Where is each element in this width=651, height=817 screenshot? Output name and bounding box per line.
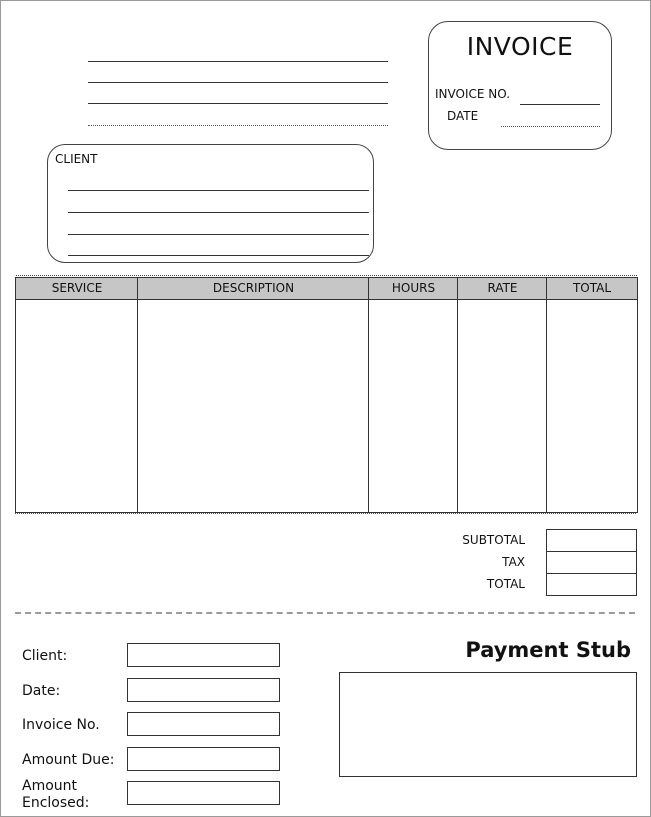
invoice-date-label: DATE xyxy=(447,109,479,123)
sender-line-1[interactable] xyxy=(88,61,388,62)
client-line-3[interactable] xyxy=(68,234,369,235)
invoice-no-label: INVOICE NO. xyxy=(435,87,511,101)
table-bottom-dotted-line xyxy=(15,513,636,514)
client-box xyxy=(47,144,374,263)
stub-amount-enclosed-label-line-1: Amount xyxy=(22,778,78,794)
tax-field[interactable] xyxy=(546,551,637,574)
total-label: TOTAL xyxy=(486,577,525,591)
header-total: TOTAL xyxy=(572,281,612,295)
subtotal-field[interactable] xyxy=(546,529,637,552)
cut-line xyxy=(15,612,635,614)
client-line-4[interactable] xyxy=(68,255,369,256)
table-header-row xyxy=(16,278,637,300)
subtotal-label: SUBTOTAL xyxy=(462,533,525,547)
stub-amount-enclosed-label-line-2: Enclosed: xyxy=(22,795,90,811)
payment-stub-title: Payment Stub xyxy=(465,638,631,662)
header-description: DESCRIPTION xyxy=(212,281,295,295)
table-body[interactable] xyxy=(16,300,637,512)
tax-label: TAX xyxy=(502,555,525,569)
stub-client-label: Client: xyxy=(22,648,68,664)
client-line-1[interactable] xyxy=(68,190,369,191)
stub-amount-due-label: Amount Due: xyxy=(22,752,115,768)
header-hours: HOURS xyxy=(391,281,436,295)
invoice-date-field[interactable] xyxy=(501,126,600,127)
sender-line-4[interactable] xyxy=(88,125,388,126)
stub-amount-enclosed-label xyxy=(22,778,89,812)
stub-date-field[interactable] xyxy=(127,678,280,702)
stub-invoice-no-field[interactable] xyxy=(127,712,280,736)
invoice-no-field[interactable] xyxy=(520,104,600,105)
stub-amount-due-field[interactable] xyxy=(127,747,280,771)
stub-invoice-no-label: Invoice No. xyxy=(22,717,100,733)
stub-date-label: Date: xyxy=(22,683,61,699)
sender-line-2[interactable] xyxy=(88,82,388,83)
total-field[interactable] xyxy=(546,573,637,596)
header-rate: RATE xyxy=(487,281,518,295)
payment-stub-address-box[interactable] xyxy=(339,672,637,777)
client-label: CLIENT xyxy=(55,152,98,166)
sender-line-3[interactable] xyxy=(88,103,388,104)
client-line-2[interactable] xyxy=(68,212,369,213)
stub-client-field[interactable] xyxy=(127,643,280,667)
service-table xyxy=(15,277,638,513)
invoice-header-box xyxy=(428,21,612,150)
stub-amount-enclosed-field[interactable] xyxy=(127,781,280,805)
header-service: SERVICE xyxy=(51,281,103,295)
invoice-title: INVOICE xyxy=(466,32,574,61)
